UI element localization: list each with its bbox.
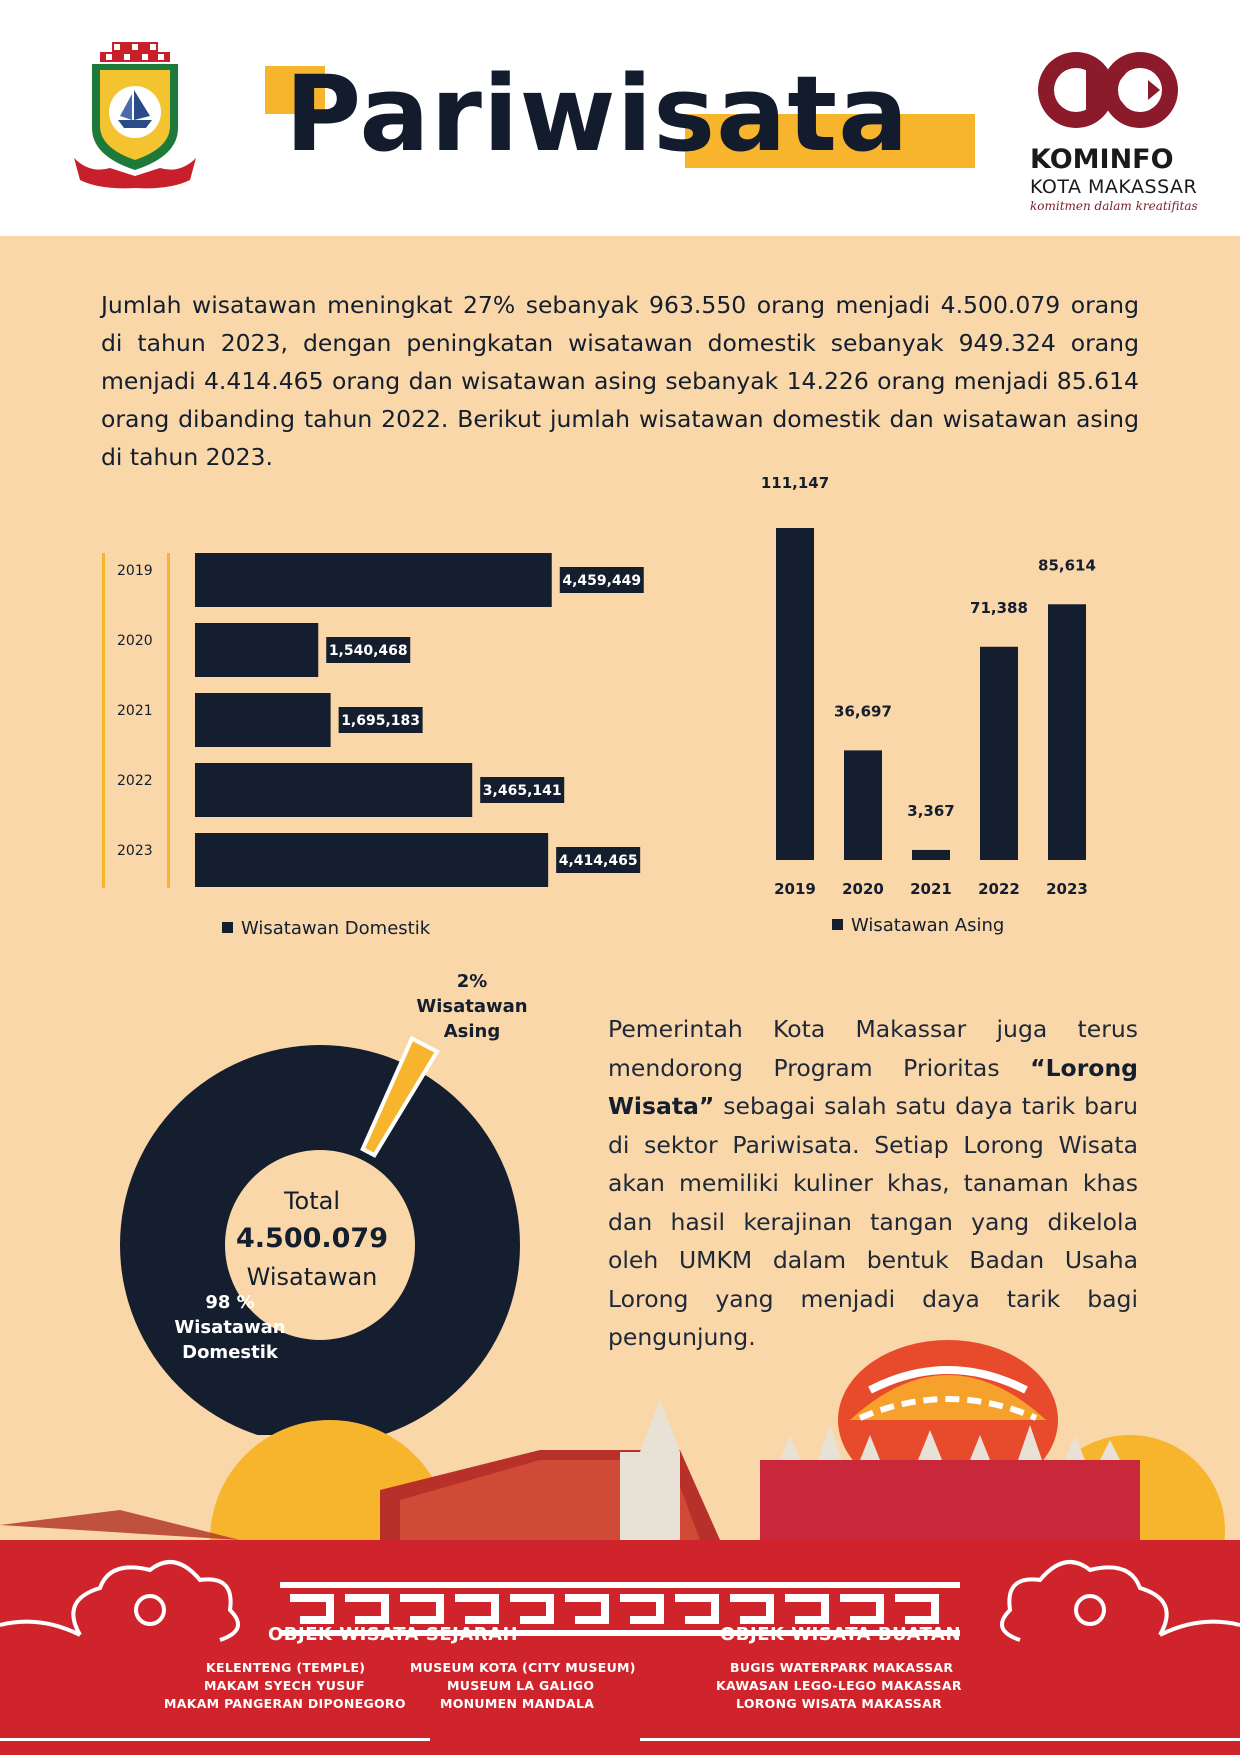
historic-site-item: MONUMEN MANDALA: [440, 1696, 595, 1711]
domestic-year-label: 2020: [117, 633, 153, 649]
domestic-bar: [195, 693, 331, 747]
historic-site-item: MUSEUM LA GALIGO: [447, 1678, 595, 1693]
page-title: Pariwisata: [285, 53, 910, 175]
artificial-sites-title: OBJEK WISATA BUATAN: [720, 1624, 962, 1645]
domestic-bar: [195, 763, 472, 817]
paragraph-highlight: “Lorong Wisata”: [608, 1053, 1138, 1120]
foreign-value-label: 36,697: [834, 702, 892, 721]
historic-site-item: MUSEUM KOTA (CITY MUSEUM): [410, 1660, 636, 1675]
donut-domestic-label: Domestik: [182, 1342, 278, 1363]
foreign-year-label: 2022: [978, 880, 1020, 898]
foreign-year-label: 2023: [1046, 880, 1088, 898]
domestic-bar: [195, 553, 552, 607]
kominfo-city: KOTA MAKASSAR: [1030, 176, 1198, 198]
artificial-site-item: BUGIS WATERPARK MAKASSAR: [730, 1660, 954, 1675]
domestic-value-label: 3,465,141: [482, 783, 562, 799]
foreign-bar: [1048, 604, 1086, 860]
foreign-bar: [844, 750, 882, 860]
historic-sites-title: OBJEK WISATA SEJARAH: [268, 1624, 519, 1645]
axis-accent-line: [167, 553, 170, 888]
axis-accent-line: [102, 553, 105, 888]
domestic-year-label: 2021: [117, 703, 153, 719]
donut-center-line3: Wisatawan: [246, 1263, 378, 1291]
intro-text: Jumlah wisatawan meningkat 27% sebanyak 963.550 orang menjadi 4.500.079 orang di tahun 2023, dengan peningkatan wisatawan domestik sebanyak 949.324 orang menjadi 4.414.465 orang dan wisatawan asing sebanyak 14.226 orang menjadi 85.614 orang dibanding tahun 2022. Berikut jumlah wisatawan domestik dan wisatawan asing di tahun 2023.: [101, 291, 1139, 471]
donut-center-line1: Total: [283, 1187, 341, 1215]
donut-foreign-label: 2%: [456, 971, 488, 992]
footer-banner: [0, 1540, 1240, 1755]
domestic-year-label: 2022: [117, 773, 153, 789]
footer-divider-right: [640, 1738, 1240, 1741]
foreign-value-label: 85,614: [1038, 556, 1096, 575]
domestic-value-label: 4,414,465: [558, 853, 638, 869]
domestic-year-label: 2019: [117, 563, 153, 579]
foreign-value-label: 71,388: [970, 598, 1028, 617]
domestic-year-label: 2023: [117, 843, 153, 859]
domestic-value-label: 4,459,449: [562, 573, 642, 589]
foreign-bar: [776, 528, 814, 860]
footer-divider-left: [0, 1738, 430, 1741]
donut-foreign-label: Asing: [443, 1021, 501, 1042]
donut-foreign-label: Wisatawan: [416, 996, 528, 1017]
domestic-tourist-bar-chart: [95, 545, 655, 890]
foreign-year-label: 2019: [774, 880, 816, 898]
artificial-site-item: LORONG WISATA MAKASSAR: [736, 1696, 943, 1711]
city-skyline-illustration: [0, 1340, 1240, 1540]
donut-center-total: 4.500.079: [235, 1223, 389, 1254]
foreign-legend-label: Wisatawan Asing: [851, 915, 1005, 936]
foreign-legend: [832, 915, 1004, 936]
historic-site-item: MAKAM PANGERAN DIPONEGORO: [164, 1696, 406, 1711]
kominfo-tagline: komitmen dalam kreatifitas: [1030, 199, 1198, 213]
paragraph-part-2: sebagai salah satu daya tarik baru di sektor Pariwisata. Setiap Lorong Wisata akan memiliki kuliner khas, tanaman khas dan hasil kerajinan tangan yang dikelola oleh UMKM dalam bentuk Badan Usaha Lorong yang menjadi daya tarik bagi pengunjung.: [608, 1092, 1138, 1351]
header: [0, 0, 1240, 236]
foreign-tourist-bar-chart: [740, 460, 1120, 900]
foreign-bar: [980, 647, 1018, 860]
footer-ornament: [0, 1540, 1240, 1650]
historic-site-item: KELENTENG (TEMPLE): [206, 1660, 366, 1675]
page-title-block: [265, 52, 975, 182]
domestic-value-label: 1,540,468: [328, 643, 408, 659]
legend-swatch: [222, 922, 233, 933]
lorong-wisata-paragraph: [608, 1010, 1138, 1357]
donut-domestic-label: Wisatawan: [174, 1317, 286, 1338]
foreign-value-label: 3,367: [907, 801, 955, 820]
domestic-value-label: 1,695,183: [341, 713, 421, 729]
foreign-year-label: 2021: [910, 880, 952, 898]
domestic-legend-label: Wisatawan Domestik: [241, 918, 431, 939]
domestic-bar: [195, 833, 548, 887]
legend-swatch: [832, 919, 843, 930]
domestic-bar: [195, 623, 318, 677]
kominfo-name: KOMINFO: [1030, 144, 1174, 175]
foreign-year-label: 2020: [842, 880, 884, 898]
kominfo-logo: [1030, 44, 1198, 214]
historic-site-item: MAKAM SYECH YUSUF: [204, 1678, 365, 1693]
paragraph-part-1: Pemerintah Kota Makassar juga terus mendorong Program Prioritas: [608, 1015, 1138, 1082]
artificial-site-item: KAWASAN LEGO-LEGO MAKASSAR: [716, 1678, 962, 1693]
makassar-city-emblem: [70, 40, 200, 195]
domestic-legend: [222, 918, 430, 939]
foreign-value-label: 111,147: [760, 474, 830, 492]
foreign-bar: [912, 850, 950, 860]
donut-domestic-label: 98 %: [205, 1292, 255, 1313]
